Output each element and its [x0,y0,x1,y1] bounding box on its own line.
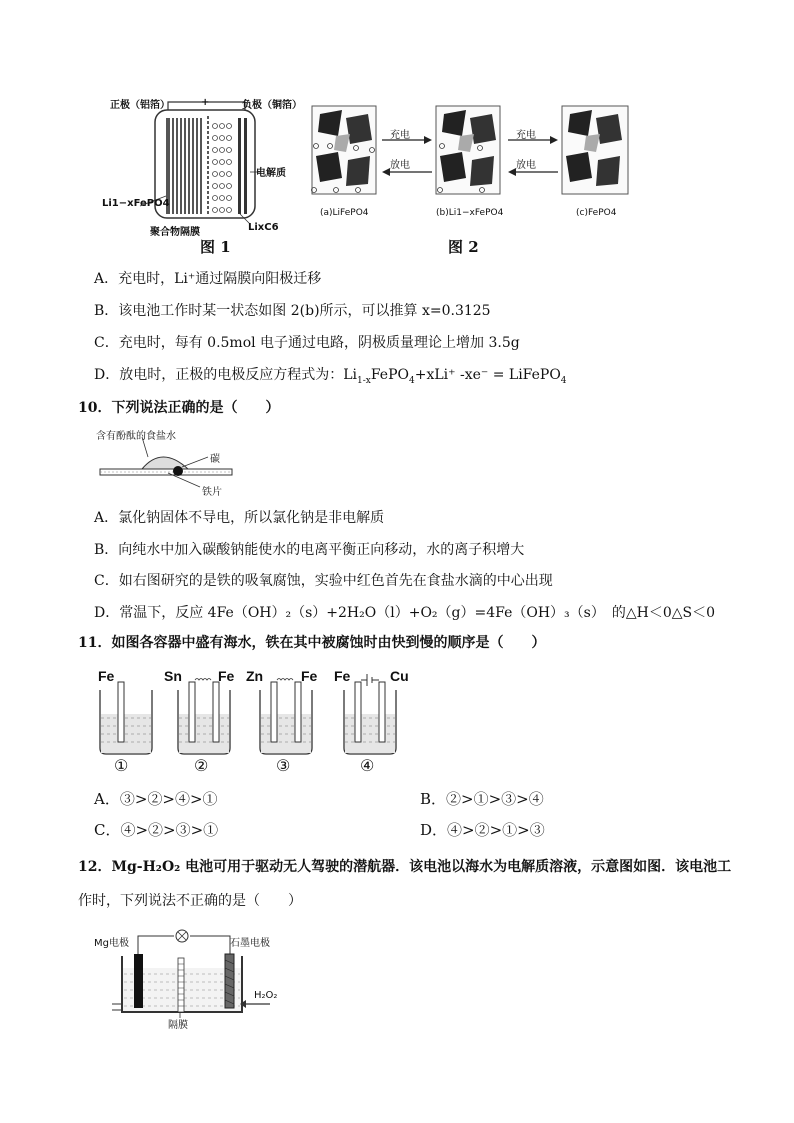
anode-formula-label: LixC6 [248,222,279,233]
crystal-a [312,106,377,194]
q10-option-a: A．氯化钠固体不导电，所以氯化钠是非电解质 [94,510,385,526]
figure-1 [100,96,300,258]
charge-label-2: 充电 [516,130,536,141]
h2o2-label: H₂O₂ [254,990,278,1001]
beaker-3 [260,679,312,755]
beaker-2-right-label: Fe [218,668,235,684]
beaker-1-number: ① [114,756,129,775]
q10-option-d: D．常温下，反应 4Fe（OH）₂（s）+2H₂O（l）+O₂（g）=4Fe（OH）₃（s） 的△H＜0△S＜0 [94,605,715,621]
figure-1-caption: 图 1 [200,238,231,256]
q12-figure [94,928,304,1031]
q9-option-d: D．放电时，正极的电极反应方程式为：$Li_{1-x}FePO_4+xLi^+$ -xe⁻ = LiFePO$_4$ [94,367,567,386]
positive-electrode-label: 正极（铝箔） [110,100,170,111]
crystal-c-label: (c)FePO4 [576,208,617,218]
charge-label-1: 充电 [390,130,410,141]
figure-2 [306,100,646,258]
q10-option-b: B．向纯水中加入碳酸钠能使水的电离平衡正向移动，水的离子积增大 [94,542,525,558]
cathode-formula-label: Li1−xFePO4 [102,198,170,209]
beaker-4-left-label: Fe [334,668,351,684]
beaker-2 [178,679,230,755]
q11-option-a: A．③>②>④>① [94,790,218,808]
q11-stem: 11．如图各容器中盛有海水，铁在其中被腐蚀时由快到慢的顺序是（ ） [78,635,546,651]
electrolyte-label: 电解质 [256,168,286,179]
crystal-b [436,106,500,194]
crystal-a-label: (a)LiFePO4 [320,208,369,218]
beaker-1 [100,682,152,754]
beaker-2-number: ② [194,756,209,775]
beaker-3-right-label: Fe [301,668,318,684]
q11-option-d: D．④>②>①>③ [420,821,545,839]
crystal-b-label: (b)Li1−xFePO4 [436,208,504,218]
q11-beakers [96,668,426,780]
graphite-electrode-label: 石墨电极 [230,938,270,949]
q12-stem-line2: 作时，下列说法不正确的是（ ） [78,893,302,909]
beaker-1-left-label: Fe [98,668,115,684]
q10-option-c: C．如右图研究的是铁的吸氧腐蚀，实验中红色首先在食盐水滴的中心出现 [94,573,553,589]
beaker-3-left-label: Zn [246,668,264,684]
carbon-label: 碳 [210,454,220,465]
beaker-2-left-label: Sn [164,668,182,684]
crystal-structures [306,100,646,225]
beaker-3-number: ③ [276,756,291,775]
q12-stem-line1: 12．Mg-H₂O₂ 电池可用于驱动无人驾驶的潜航器．该电池以海水为电解质溶液，示意图如图．该电池工 [78,859,732,875]
beaker-diagrams [96,668,426,780]
beaker-4 [344,674,396,754]
figure-2-caption: 图 2 [448,238,479,256]
q10-figure [96,427,236,497]
q11-option-c: C．④>②>③>① [94,821,219,839]
beaker-4-right-label: Cu [390,668,409,684]
q9-option-a: A．充电时，Li⁺通过隔膜向阳极迁移 [94,271,322,287]
plus-sign: + [201,97,210,108]
discharge-label-1: 放电 [390,160,410,171]
q9-option-b: B．该电池工作时某一状态如图 2(b)所示，可以推算 x=0.3125 [94,303,491,319]
saltwater-label: 含有酚酞的食盐水 [96,431,176,442]
mg-electrode-label: Mg电极 [94,938,129,949]
q10-stem: 10．下列说法正确的是（ ） [78,400,280,416]
separator-label: 聚合物隔膜 [150,227,200,238]
q11-option-b: B．②>①>③>④ [420,790,544,808]
membrane-label: 隔膜 [168,1020,188,1031]
crystal-c [562,106,628,194]
iron-plate-label: 铁片 [202,487,222,498]
discharge-label-2: 放电 [516,160,536,171]
q9-option-c: C．充电时，每有 0.5mol 电子通过电路，阴极质量理论上增加 3.5g [94,335,520,351]
negative-electrode-label: 负极（铜箔） [242,100,302,111]
beaker-4-number: ④ [360,756,375,775]
